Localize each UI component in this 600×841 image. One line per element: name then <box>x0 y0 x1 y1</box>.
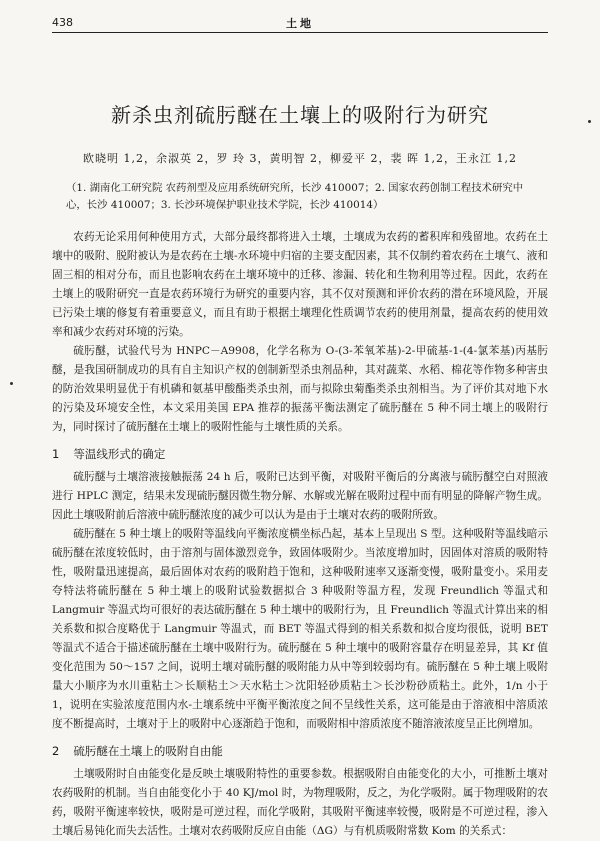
section-heading-2 <box>52 743 548 759</box>
page-number: 438 <box>52 16 73 29</box>
intro-paragraph-1: 农药无论采用何种使用方式，大部分最终都将进入土壤，土壤成为农药的蓄积库和残留地。农药在土壤中的吸附、脱附被认为是农药在土壤-水环境中归宿的主要支配因素，其不仅制约着农药在土壤气、液和固三相的相对分布，而且也影响农药在土壤环境中的迁移、渗漏、转化和生物利用等过程。因此，农药在土壤上的吸附研究一直是农药环境行为研究的重要内容，其不仅对预测和评价农药的潜在环境风险，开展已污染土壤的修复有着重要意义，而且有助于根据土壤理化性质调节农药的使用剂量，提高农药的使用效率和减少农药对环境的污染。 <box>52 231 548 338</box>
section-number: 2 <box>52 744 60 758</box>
section-1-paragraph-2: 硫肟醚在 5 种土壤上的吸附等温线向平衡浓度横坐标凸起，基本上呈现出 S 型。这种吸附等温线暗示硫肟醚在浓度较低时，由于溶剂与固体激烈竞争，致固体吸附少。当浓度增加时，因固体对溶质的吸附特性，吸附量迅速提高，最后固体对农药的吸附趋于饱和，这种吸附速率又逐渐变慢，吸附量变小。采用麦夸特法将硫肟醚在 5 种土壤上的吸附试验数据拟合 3 种吸附等温方程，发现 Freundlich 等温式和 Langmuir 等温式均可很好的表达硫肟醚在 5 种土壤中的吸附行为，且 Freundlich 等温式计算出来的相关系数和拟合度略优于 Langmuir 等温式，而 BET 等温式得到的相关系数和拟合度均很低，说明 BET 等温式不适合于描述硫肟醚在土壤中吸附行为。硫肟醚在 5 种土壤中的吸附容量存在明显差异，其 Kf 值变化范围为 50～157 之间，说明土壤对硫肟醚的吸附能力从中等到较弱均有。硫肟醚在 5 种土壤上吸附量大小顺序为水川重粘土＞长顺粘土＞天水粘土＞沈阳轻砂质粘土＞长沙粉砂质粘土。此外，1/n 小于 1，说明在实验浓度范围内水-土壤系统中平衡平衡浓度之间不呈线性关系，这可能是由于溶液相中溶质浓度不断提高时，土壤对于上的吸附中心逐渐趋于饱和，而吸附相中溶质浓度不随溶液浓度呈正比例增加。 <box>52 528 548 730</box>
author-list: 欧晓明 1,2，余淑英 2，罗 玲 3，黄明智 2，柳爱平 2，裴 晖 1,2，王永江 1,2 <box>83 152 517 165</box>
journal-name: 土地 <box>286 17 314 30</box>
scan-speck <box>10 382 13 385</box>
author-affiliations: （1. 湖南化工研究院 农药剂型及应用系统研究所，长沙 410007；2. 国家农药创制工程技术研究中心，长沙 410007；3. 长沙环境保护职业技术学院，长沙 410014） <box>66 182 524 211</box>
section-1-paragraph-1: 硫肟醚与土壤溶液接触振荡 24 h 后，吸附已达到平衡，对吸附平衡后的分离液与硫肟醚空白对照液进行 HPLC 测定，结果未发现硫肟醚因微生物分解、水解或光解在吸附过程中而有明显的降解产物生成。因此土壤吸附前后溶液中硫肟醚浓度的减少可以认为是由于土壤对农药的吸附所致。 <box>52 471 548 521</box>
running-header <box>52 14 548 33</box>
intro-paragraph-2: 硫肟醚，试验代号为 HNPC－A9908，化学名称为 O-(3-苯氧苯基)-2-甲硫基-1-(4-氯苯基)丙基肟醚，是我国研制成功的具有自主知识产权的创制新型杀虫剂品种，其对蔬菜、水稻、棉花等作物多种害虫的防治效果明显优于有机磷和氨基甲酸酯类杀虫剂，而与拟除虫菊酯类杀虫剂相当。为了评价其对地下水的污染及环境安全性，本文采用美国 EPA 推荐的振荡平衡法测定了硫肟醚在 5 种不同土壤上的吸附行为，同时探讨了硫肟醚在土壤上的吸附性能与土壤性质的关系。 <box>52 345 548 433</box>
paper-title: 新杀虫剂硫肟醚在土壤上的吸附行为研究 <box>111 103 489 127</box>
section-heading-1 <box>52 446 548 462</box>
section-title: 硫肟醚在土壤上的吸附自由能 <box>73 744 223 758</box>
section-title: 等温线形式的确定 <box>73 447 166 461</box>
section-2-paragraph-1: 土壤吸附时自由能变化是反映土壤吸附特性的重要参数。根据吸附自由能变化的大小，可推断土壤对农药吸附的机制。当自由能变化小于 40 KJ/mol 时，为物理吸附，反之，为化学吸附。属于物理吸附的农药，吸附平衡速率较快，吸附是可逆过程，而化学吸附，其吸附平衡速率较慢，吸附是不可逆过程，渗入土壤后易钝化而失去活性。土壤对农药吸附反应自由能（ΔG）与有机质吸附常数 Kom 的关系式： <box>52 768 548 837</box>
section-number: 1 <box>52 447 60 461</box>
scan-speck <box>588 120 591 123</box>
